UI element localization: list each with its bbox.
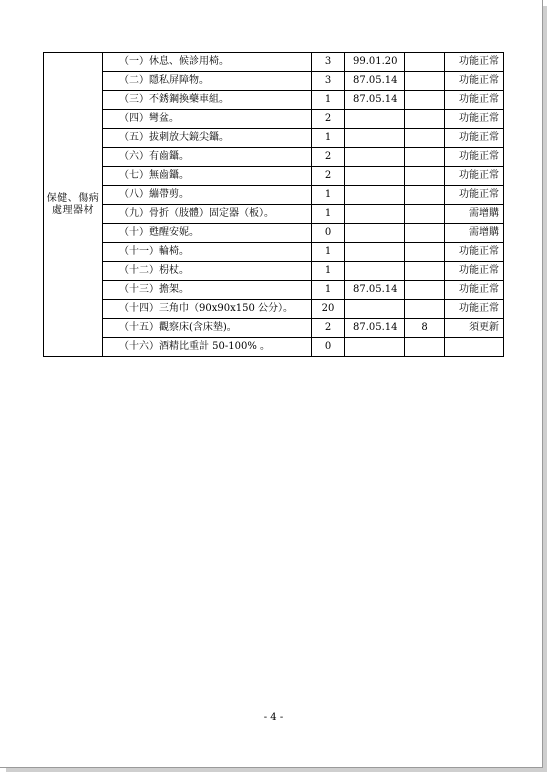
years-used-cell [405,224,445,243]
table-row [44,129,504,148]
years-used-cell [405,72,445,91]
status-cell: 需增購 [445,205,504,224]
years-used-cell [405,110,445,129]
status-cell [445,338,504,357]
quantity-cell: 20 [312,300,345,319]
purchase-date-cell [345,110,405,129]
item-name-cell: （七）無齒鑷。 [103,167,312,186]
status-cell: 功能正常 [445,262,504,281]
quantity-cell: 1 [312,205,345,224]
quantity-cell: 2 [312,319,345,338]
purchase-date-cell [345,262,405,281]
page-shadow [543,6,547,772]
table-row [44,319,504,338]
item-name-cell: （六）有齒鑷。 [103,148,312,167]
quantity-cell: 3 [312,53,345,72]
years-used-cell [405,186,445,205]
purchase-date-cell [345,338,405,357]
table-row [44,262,504,281]
years-used-cell [405,53,445,72]
item-name-cell: （十）甦醒安妮。 [103,224,312,243]
quantity-cell: 0 [312,224,345,243]
quantity-cell: 2 [312,110,345,129]
table-row [44,167,504,186]
purchase-date-cell [345,243,405,262]
purchase-date-cell: 87.05.14 [345,281,405,300]
item-name-cell: （五）拔刺放大鏡尖鑷。 [103,129,312,148]
table-row [44,243,504,262]
quantity-cell: 3 [312,72,345,91]
table-row [44,110,504,129]
item-name-cell: （十四）三角巾（90x90x150 公分）。 [103,300,312,319]
purchase-date-cell: 87.05.14 [345,91,405,110]
category-line: 處理器材 [52,204,94,216]
years-used-cell [405,148,445,167]
item-name-cell: （十一）輪椅。 [103,243,312,262]
years-used-cell [405,91,445,110]
table-row [44,91,504,110]
status-cell: 須更新 [445,319,504,338]
item-name-cell: （十六）酒精比重計 50-100% 。 [103,338,312,357]
item-name-cell: （十二）枴杖。 [103,262,312,281]
equipment-table [43,52,504,357]
quantity-cell: 2 [312,167,345,186]
purchase-date-cell [345,148,405,167]
item-name-cell: （九）骨折（肢體）固定器（板）。 [103,205,312,224]
status-cell: 功能正常 [445,167,504,186]
status-cell: 功能正常 [445,129,504,148]
table-row [44,186,504,205]
quantity-cell: 1 [312,91,345,110]
years-used-cell [405,338,445,357]
purchase-date-cell: 87.05.14 [345,319,405,338]
years-used-cell: 8 [405,319,445,338]
status-cell: 需增購 [445,224,504,243]
table-row [44,300,504,319]
years-used-cell [405,205,445,224]
years-used-cell [405,281,445,300]
item-name-cell: （一）休息、候診用椅。 [103,53,312,72]
table-row [44,72,504,91]
quantity-cell: 1 [312,243,345,262]
item-name-cell: （二）隱私屏障物。 [103,72,312,91]
item-name-cell: （十五）觀察床(含床墊)。 [103,319,312,338]
status-cell: 功能正常 [445,72,504,91]
table-row [44,205,504,224]
quantity-cell: 1 [312,129,345,148]
equipment-table-body [44,53,504,357]
quantity-cell: 1 [312,281,345,300]
table-row [44,338,504,357]
page-number: - 4 - [263,712,284,723]
status-cell: 功能正常 [445,186,504,205]
years-used-cell [405,300,445,319]
quantity-cell: 1 [312,186,345,205]
purchase-date-cell [345,186,405,205]
category-cell [44,53,103,357]
item-name-cell: （八）繃帶剪。 [103,186,312,205]
years-used-cell [405,129,445,148]
purchase-date-cell [345,129,405,148]
item-name-cell: （三）不銹鋼換藥車組。 [103,91,312,110]
status-cell: 功能正常 [445,53,504,72]
table-row [44,148,504,167]
years-used-cell [405,262,445,281]
status-cell: 功能正常 [445,148,504,167]
table-row [44,53,504,72]
purchase-date-cell [345,300,405,319]
status-cell: 功能正常 [445,110,504,129]
item-name-cell: （四）彎盆。 [103,110,312,129]
years-used-cell [405,243,445,262]
purchase-date-cell: 87.05.14 [345,72,405,91]
purchase-date-cell: 99.01.20 [345,53,405,72]
category-line: 保健、傷病 [46,192,100,204]
status-cell: 功能正常 [445,243,504,262]
quantity-cell: 2 [312,148,345,167]
purchase-date-cell [345,167,405,186]
item-name-cell: （十三）擔架。 [103,281,312,300]
status-cell: 功能正常 [445,281,504,300]
quantity-cell: 0 [312,338,345,357]
status-cell: 功能正常 [445,300,504,319]
page-shadow [6,768,547,772]
quantity-cell: 1 [312,262,345,281]
table-row [44,224,504,243]
status-cell: 功能正常 [445,91,504,110]
table-row [44,281,504,300]
years-used-cell [405,167,445,186]
purchase-date-cell [345,224,405,243]
purchase-date-cell [345,205,405,224]
